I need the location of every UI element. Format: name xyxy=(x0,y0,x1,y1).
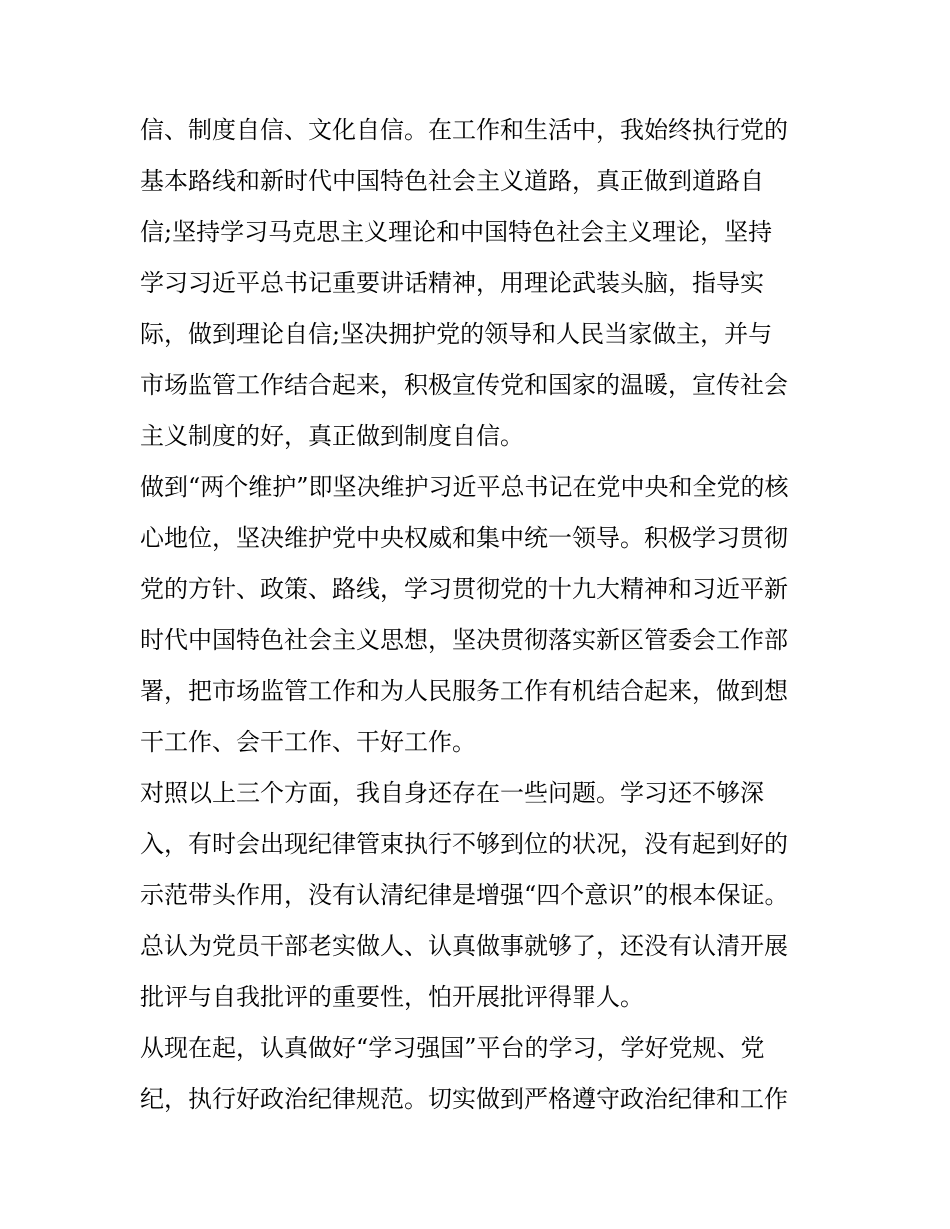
text-line: 党的方针、政策、路线，学习贯彻党的十九大精神和习近平新 xyxy=(140,575,788,603)
text-line: 干工作、会干工作、干好工作。 xyxy=(140,728,476,756)
text-line: 批评与自我批评的重要性，怕开展批评得罪人。 xyxy=(140,983,644,1011)
document-body xyxy=(140,105,820,1125)
text-line: 做到“两个维护”即坚决维护习近平总书记在党中央和全党的核 xyxy=(140,473,789,501)
text-line: 信;坚持学习马克思主义理论和中国特色社会主义理论，坚持 xyxy=(140,218,773,246)
text-line: 基本路线和新时代中国特色社会主义道路，真正做到道路自 xyxy=(140,167,764,195)
text-line: 示范带头作用，没有认清纪律是增强“四个意识”的根本保证。 xyxy=(140,881,789,909)
text-line: 对照以上三个方面，我自身还存在一些问题。学习还不够深 xyxy=(140,779,764,807)
text-line: 入，有时会出现纪律管束执行不够到位的状况，没有起到好的 xyxy=(140,830,788,858)
text-line: 际，做到理论自信;坚决拥护党的领导和人民当家做主，并与 xyxy=(140,320,773,348)
text-line: 时代中国特色社会主义思想，坚决贯彻落实新区管委会工作部 xyxy=(140,626,788,654)
text-line: 总认为党员干部老实做人、认真做事就够了，还没有认清开展 xyxy=(140,932,788,960)
text-line: 从现在起，认真做好“学习强国”平台的学习，学好党规、党 xyxy=(140,1034,765,1062)
text-line: 学习习近平总书记重要讲话精神，用理论武装头脑，指导实 xyxy=(140,269,764,297)
text-line: 心地位，坚决维护党中央权威和集中统一领导。积极学习贯彻 xyxy=(140,524,788,552)
text-line: 信、制度自信、文化自信。在工作和生活中，我始终执行党的 xyxy=(140,116,788,144)
text-line: 纪，执行好政治纪律规范。切实做到严格遵守政治纪律和工作 xyxy=(140,1085,788,1113)
text-line: 主义制度的好，真正做到制度自信。 xyxy=(140,422,524,450)
text-line: 市场监管工作结合起来，积极宣传党和国家的温暖，宣传社会 xyxy=(140,371,788,399)
text-line: 署，把市场监管工作和为人民服务工作有机结合起来，做到想 xyxy=(140,677,788,705)
